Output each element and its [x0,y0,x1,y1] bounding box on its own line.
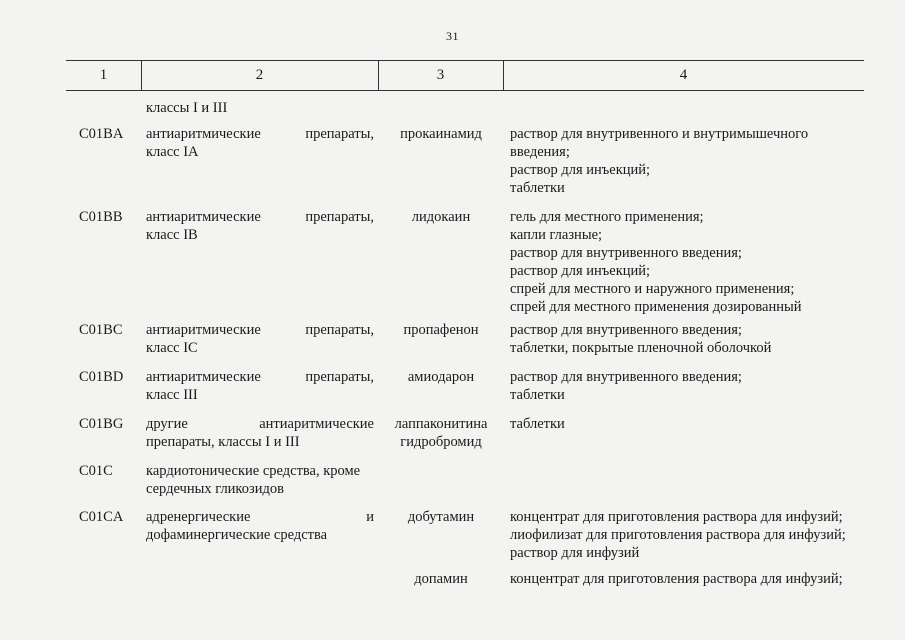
atc-code: C01BD [79,369,124,385]
atc-code: C01BG [79,416,124,432]
group-line: класс IB [146,227,198,243]
dosage-forms [510,508,870,562]
drug-name [383,415,499,451]
group-word: антиаритмические [146,369,261,385]
group-word: препараты, [305,369,374,385]
group-word: адренергические [146,509,251,525]
drug-line: добутамин [407,509,475,525]
dosage-forms [510,321,870,357]
dosage-form: таблетки, покрытые пленочной оболочкой [510,340,772,356]
page-number: 31 [446,29,459,43]
dosage-form: спрей для местного применения дозированный [510,299,802,315]
atc-code: C01BC [79,322,123,338]
group-word: и [366,509,374,525]
dosage-forms [510,570,870,588]
group-line: класс IC [146,340,198,356]
group-name [146,321,374,357]
dosage-form: капли глазные; [510,227,603,243]
atc-code: C01C [79,463,113,479]
dosage-form: таблетки [510,180,565,196]
dosage-form: раствор для внутривенного введения; [510,369,742,385]
drug-line: лидокаин [411,209,471,225]
group-line: класс III [146,387,198,403]
dosage-forms [510,125,870,197]
drug-name [383,208,499,226]
group-name [146,462,374,498]
group-name [146,125,374,161]
dosage-form: таблетки [510,416,565,432]
dosage-form: концентрат для приготовления раствора для инфузий; [510,509,843,525]
dosage-form: таблетки [510,387,565,403]
drug-name [383,125,499,143]
group-word: антиаритмические [146,209,261,225]
group-line: класс IA [146,144,199,160]
drug-name [383,321,499,339]
dosage-form: раствор для внутривенного введения; [510,245,742,261]
drug-line: лаппаконитина [394,416,488,432]
header-col-2: 2 [255,67,264,83]
header-col-3: 3 [436,67,445,83]
group-line: сердечных гликозидов [146,481,284,497]
dosage-forms [510,368,870,404]
dosage-form: введения; [510,144,570,160]
group-word: препараты, [305,209,374,225]
dosage-form: лиофилизат для приготовления раствора для инфузий; [510,527,846,543]
atc-code: C01CA [79,509,124,525]
drug-line: пропафенон [403,322,479,338]
dosage-forms [510,208,870,316]
dosage-form: раствор для инъекций; [510,263,651,279]
group-name [146,368,374,404]
drug-name [383,570,499,588]
atc-code: C01BB [79,209,123,225]
group-word: антиаритмические [146,126,261,142]
group-word: препараты, [305,126,374,142]
group-word: антиаритмические [259,416,374,432]
dosage-forms [510,415,870,433]
group-name [146,508,374,544]
drug-name [383,368,499,386]
dosage-form: раствор для внутривенного и внутримышечного [510,126,809,142]
group-line: дофаминергические средства [146,527,328,543]
group-name [146,415,374,451]
dosage-form: раствор для инъекций; [510,162,651,178]
group-line: препараты, классы I и III [146,434,300,450]
header-col-4: 4 [679,67,688,83]
group-word: препараты, [305,322,374,338]
atc-code: C01BA [79,126,124,142]
drug-name [383,508,499,526]
group-name [146,208,374,244]
drug-line: допамин [414,571,468,587]
drug-line: прокаинамид [400,126,482,142]
group-line: кардиотонические средства, кроме [146,463,361,479]
group-word: антиаритмические [146,322,261,338]
dosage-form: гель для местного применения; [510,209,704,225]
dosage-form: раствор для внутривенного введения; [510,322,742,338]
continuation-text: классы I и III [146,100,228,116]
group-word: другие [146,416,188,432]
header-col-1: 1 [99,67,108,83]
drug-line: амиодарон [407,369,475,385]
dosage-form: раствор для инфузий [510,545,640,561]
dosage-form: спрей для местного и наружного применения; [510,281,795,297]
dosage-form: концентрат для приготовления раствора для инфузий; [510,571,843,587]
drug-line: гидробромид [400,434,482,450]
